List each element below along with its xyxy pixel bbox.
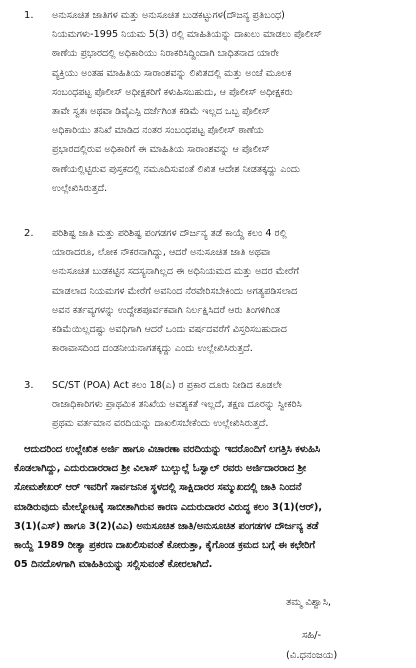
signature-closing: ತಮ್ಮ ವಿಶ್ವಾಸಿ, (286, 597, 332, 608)
text-line: ಆದುದರಿಂದ ಉಲ್ಲೇಖಿತ ಅರ್ಜಿ ಹಾಗೂ ವಿಚಾರಣಾ ವರದಿಯನ್ನು ಇದರೊಂದಿಗೆ ಲಗತ್ತಿಸಿ ಕಳುಹಿಸಿ (24, 444, 321, 455)
list-item (8, 376, 412, 434)
text-line: 3(1)(ಎಸ್) ಹಾಗೂ 3(2)(ವಿಎ) ಅನುಸೂಚಿತ ಜಾತಿ/ಅನುಸೂಚಿತ ಪಂಗಡಗಳ ದೌರ್ಜನ್ಯ ತಡೆ (14, 520, 319, 532)
text-line: ಮಾಡಿರುವುದು ಮೇಲ್ನೋಟಕ್ಕೆ ಸಾಬೀತಾಗಿರುವ ಕಾರಣ ಎದುರುದಾರರ ವಿರುದ್ಧ ಕಲಂ 3(1)(ಆರ್), (14, 501, 323, 513)
text-line: ಕಡಿಮೆಯಿಲ್ಲದಷ್ಟು ಅವಧಿಗಾಗಿ ಆದರೆ ಒಂದು ವರ್ಷದವರೆಗೆ ವಿಸ್ತರಿಸಬಹುದಾದ (52, 324, 287, 336)
item-text (52, 6, 412, 198)
signatory-name: (ವಿ.ಧನಂಜಯ) (286, 650, 338, 661)
text-line: ಅನುಸೂಚಿತ ಜಾತಿಗಳ ಮತ್ತು ಅನುಸೂಚಿತ ಬುಡಕಟ್ಟುಗಳ(ದೌಜನ್ಯ ಪ್ರತಿಬಂಧ) (52, 10, 285, 21)
text-line: ಯಾರಾದರೂ, ಲೋಕ ನೌಕರನಾಗಿದ್ದು, ಆದರೆ ಅನುಸೂಚಿತ ಜಾತಿ ಅಥವಾ (52, 247, 271, 259)
text-line: SC/ST (POA) Act ಕಲಂ 18(ಎ) ರ ಪ್ರಕಾರ ದೂರು ನೀಡಿದ ಕೂಡಲೇ (52, 380, 282, 391)
item-number: 1. (24, 10, 34, 21)
text-line: ಪರಿಶಿಷ್ಟ ಜಾತಿ ಮತ್ತು ಪರಿಶಿಷ್ಟ ಪಂಗಡಗಳ ದೌರ್ಜನ್ಯ ತಡೆ ಕಾಯ್ದೆ ಕಲಂ 4 ರಲ್ಲಿ (52, 228, 287, 239)
text-line: ಠಾಣೆಯಲ್ಲಿಟ್ಟಿರುವ ಪುಸ್ತಕದಲ್ಲಿ ನಮೂದಿಸುವಂತೆ ಲಿಖಿತ ಆದೇಶ ನೀಡತಕ್ಕದ್ದು ಎಂದು (52, 163, 300, 175)
text-line: ಅನುಸೂಚಿತ ಬುಡಕಟ್ಟಿನ ಸದಸ್ಯನಾಗಿಲ್ಲದ ಈ ಅಧಿನಿಯಮದ ಮತ್ತು ಅದರ ಮೇರೆಗೆ (52, 266, 300, 278)
text-line: ನಿಯಮಗಳು-1995 ನಿಯಮ 5(3) ರಲ್ಲಿ ಮಾಹಿತಿಯನ್ನು ದಾಖಲು ಮಾಡಲು ಪೊಲೀಸ್ (52, 29, 322, 41)
text-line: ಠಾಣೆಯ ಪ್ರಭಾರದಲ್ಲಿ ಅಧಿಕಾರಿಯು ನಿರಾಕರಿಸಿದ್ದಿಂದಾಗಿ ಬಾಧಿತನಾದ ಯಾರೇ (52, 48, 279, 60)
signature-mark: ಸಹಿ/- (302, 630, 322, 641)
text-line: ಕಾರಾವಾಸದಿಂದ ದಂಡನೀಯನಾಗತಕ್ಕದ್ದು ಎಂದು ಉಲ್ಲೇಖಿಸಿರುತ್ತದೆ. (52, 343, 253, 355)
item-text (52, 224, 412, 358)
text-line: ಕಾಯ್ದೆ 1989 ರೀತ್ಯಾ ಪ್ರಕರಣ ದಾಖಲಿಸುವಂತೆ ಕೋರುತ್ತಾ, ಕೈಗೊಂಡ ಕ್ರಮದ ಬಗ್ಗೆ ಈ ಕಛೇರಿಗೆ (14, 540, 316, 552)
text-line: ಉಲ್ಲೇಖಿಸಿರುತ್ತದೆ. (52, 182, 108, 194)
text-line: ಅವನ ಕರ್ತವ್ಯಗಳನ್ನು ಉದ್ದೇಶಪೂರ್ವಕವಾಗಿ ನಿರ್ಲಕ್ಷಿಸಿದರೆ ಆರು ತಿಂಗಳಿಗಿಂತ (52, 304, 280, 316)
text-line: ರಾಜಾಧಿಕಾರಿಗಳು ಪ್ರಾಥಮಿಕ ತನಿಖೆಯ ಅವಶ್ಯಕತೆ ಇಲ್ಲದೆ, ತಕ್ಷಣ ದೂರನ್ನು ಸ್ವೀಕರಿಸಿ (52, 399, 302, 411)
item-text (52, 376, 412, 434)
list-item (8, 224, 412, 358)
item-number: 2. (24, 228, 34, 239)
item-number: 3. (24, 380, 34, 391)
text-line: ಅಧಿಕಾರಿಯು ತನಿಖೆ ಮಾಡಿದ ನಂತರ ಸಂಬಂಧಪಟ್ಟ ಪೊಲೀಸ್ ಠಾಣೆಯ (52, 125, 264, 137)
text-line: ತಾವೇ ಸ್ವತಃ ಅಥವಾ ಡಿವೈಎಸ್ಪಿ ದರ್ಜೆಗಿಂತ ಕಡಿಮೆ ಇಲ್ಲದ ಒಬ್ಬ ಪೊಲೀಸ್ (52, 106, 270, 118)
list-item (8, 6, 412, 198)
text-line: ಪ್ರಭಾರದಲ್ಲಿರುವ ಅಧಿಕಾರಿಗೆ ಈ ಮಾಹಿತಿಯ ಸಾರಾಂಶವನ್ನು ಆ ಪೊಲೀಸ್ (52, 144, 270, 156)
text-line: ಪ್ರಥಮ ವರ್ತಮಾನ ವರದಿಯನ್ನು ದಾಖಲಿಸಬೇಕೆಂದು ಉಲ್ಲೇಖಿಸಿರುತ್ತದೆ. (52, 418, 269, 430)
closing-paragraph (14, 440, 410, 574)
text-line: ಕೊಡಲಾಗಿದ್ದು, ಎದುರುದಾರರಾದ ಶ್ರೀ ವಿಲಾಸ್ ಬುಲ್ಬುಲ್ಲೆ ಓಸ್ವಾಲ್ ರವರು ಅರ್ಜಿದಾರರಾದ ಶ್ರೀ (14, 463, 307, 475)
text-line: 05 ದಿನದೊಳಗಾಗಿ ಮಾಹಿತಿಯನ್ನು ಸಲ್ಲಿಸುವಂತೆ ಕೋರಲಾಗಿದೆ. (14, 559, 213, 571)
text-line: ವ್ಯಕ್ತಿಯು ಅಂತಹ ಮಾಹಿತಿಯ ಸಾರಾಂಶವನ್ನು ಲಿಖಿತದಲ್ಲಿ ಮತ್ತು ಅಂಚೆ ಮೂಲಕ (52, 67, 292, 79)
text-line: ಸೋಮಶೇಖರ್ ಆರ್ ಇವರಿಗೆ ಸಾರ್ವಜನಿಕ ಸ್ಥಳದಲ್ಲಿ ಸಾಕ್ಷಿದಾರರ ಸಮ್ಮುಖದಲ್ಲಿ ಜಾತಿ ನಿಂದನೆ (14, 482, 302, 494)
text-line: ಸಂಬಂಧಪಟ್ಟ ಪೊಲೀಸ್ ಅಧೀಕ್ಷಕರಿಗೆ ಕಳುಹಿಸಬಹುದು, ಆ ಪೊಲೀಸ್ ಅಧೀಕ್ಷಕರು (52, 86, 293, 98)
text-line: ಮಾಡಲಾದ ನಿಯಮಗಳ ಮೇರೆಗೆ ಅವನಿಂದ ನೆರವೇರಿಸಬೇಕಿಂದು ಅಗತ್ಯಪಡಿಸಲಾದ (52, 285, 298, 297)
